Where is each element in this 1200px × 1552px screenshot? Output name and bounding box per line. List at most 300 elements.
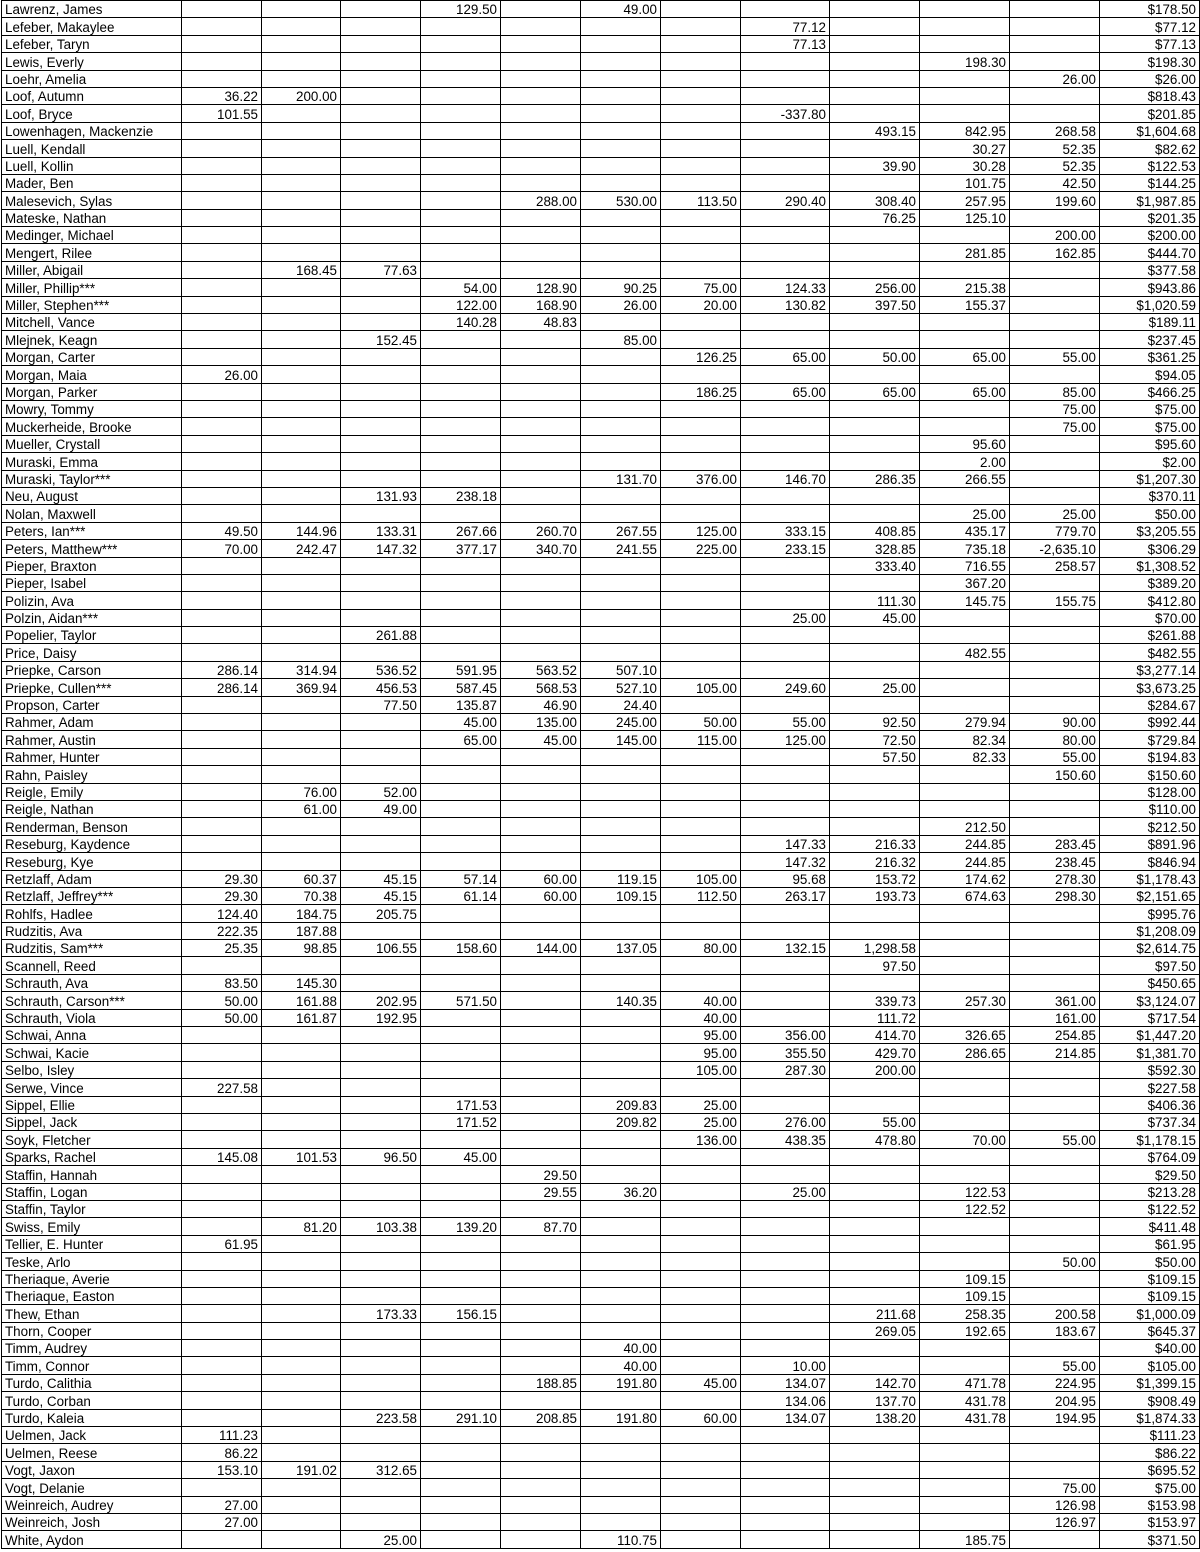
col-8-cell [741, 766, 830, 783]
col-4-cell [421, 974, 501, 991]
col-3-cell [341, 1044, 421, 1061]
name-cell: Morgan, Parker [2, 383, 182, 400]
col-4-cell: 57.14 [421, 870, 501, 887]
col-6-cell [581, 487, 661, 504]
table-row [2, 192, 1200, 209]
col-1-cell [182, 227, 262, 244]
total-cell: $213.28 [1100, 1183, 1200, 1200]
table-row [2, 383, 1200, 400]
table-row [2, 783, 1200, 800]
col-10-cell: 431.78 [920, 1392, 1010, 1409]
col-6-cell [581, 1218, 661, 1235]
col-10-cell [920, 1218, 1010, 1235]
col-1-cell [182, 435, 262, 452]
total-cell: $450.65 [1100, 974, 1200, 991]
col-2-cell [262, 1444, 341, 1461]
col-10-cell: 174.62 [920, 870, 1010, 887]
table-row [2, 800, 1200, 817]
name-cell: Schwai, Anna [2, 1027, 182, 1044]
col-5-cell: 563.52 [501, 661, 581, 678]
total-cell: $412.80 [1100, 592, 1200, 609]
col-11-cell [1010, 18, 1100, 35]
name-cell: Vogt, Jaxon [2, 1461, 182, 1478]
col-7-cell [661, 174, 741, 191]
table-row [2, 348, 1200, 365]
name-cell: Turdo, Kaleia [2, 1409, 182, 1426]
total-cell: $466.25 [1100, 383, 1200, 400]
col-4-cell [421, 1340, 501, 1357]
col-1-cell [182, 1357, 262, 1374]
name-cell: Popelier, Taylor [2, 627, 182, 644]
col-1-cell [182, 1, 262, 18]
col-1-cell: 26.00 [182, 366, 262, 383]
col-2-cell [262, 818, 341, 835]
table-row [2, 940, 1200, 957]
table-row [2, 1513, 1200, 1530]
col-3-cell [341, 974, 421, 991]
col-6-cell [581, 766, 661, 783]
col-4-cell [421, 800, 501, 817]
total-cell: $122.53 [1100, 157, 1200, 174]
col-11-cell [1010, 331, 1100, 348]
col-1-cell [182, 1061, 262, 1078]
col-11-cell [1010, 1, 1100, 18]
col-6-cell: 241.55 [581, 540, 661, 557]
col-9-cell: 142.70 [830, 1374, 920, 1391]
col-11-cell [1010, 1079, 1100, 1096]
col-10-cell: 258.35 [920, 1305, 1010, 1322]
col-1-cell: 29.30 [182, 887, 262, 904]
col-6-cell: 36.20 [581, 1183, 661, 1200]
col-10-cell [920, 696, 1010, 713]
col-11-cell [1010, 1114, 1100, 1131]
col-3-cell [341, 592, 421, 609]
col-5-cell [501, 1357, 581, 1374]
col-3-cell [341, 557, 421, 574]
col-7-cell [661, 400, 741, 417]
col-2-cell [262, 696, 341, 713]
col-9-cell [830, 1096, 920, 1113]
col-4-cell [421, 1374, 501, 1391]
col-5-cell [501, 853, 581, 870]
col-1-cell: 286.14 [182, 661, 262, 678]
col-6-cell [581, 348, 661, 365]
col-4-cell [421, 383, 501, 400]
col-11-cell: 298.30 [1010, 887, 1100, 904]
col-11-cell [1010, 1166, 1100, 1183]
col-7-cell [661, 661, 741, 678]
col-10-cell [920, 18, 1010, 35]
col-7-cell: 186.25 [661, 383, 741, 400]
table-row [2, 609, 1200, 626]
col-10-cell [920, 400, 1010, 417]
col-11-cell [1010, 314, 1100, 331]
total-cell: $86.22 [1100, 1444, 1200, 1461]
col-3-cell: 312.65 [341, 1461, 421, 1478]
col-11-cell: 254.85 [1010, 1027, 1100, 1044]
col-3-cell [341, 105, 421, 122]
col-10-cell [920, 261, 1010, 278]
col-7-cell [661, 1357, 741, 1374]
col-5-cell: 288.00 [501, 192, 581, 209]
col-8-cell: 287.30 [741, 1061, 830, 1078]
table-row [2, 1461, 1200, 1478]
name-cell: White, Aydon [2, 1531, 182, 1548]
col-5-cell [501, 992, 581, 1009]
col-2-cell [262, 209, 341, 226]
table-row [2, 644, 1200, 661]
name-cell: Theriaque, Averie [2, 1270, 182, 1287]
col-10-cell: 435.17 [920, 522, 1010, 539]
col-3-cell [341, 505, 421, 522]
col-5-cell [501, 1392, 581, 1409]
name-cell: Selbo, Isley [2, 1061, 182, 1078]
col-5-cell [501, 557, 581, 574]
total-cell: $2.00 [1100, 453, 1200, 470]
col-2-cell: 98.85 [262, 940, 341, 957]
col-3-cell [341, 1322, 421, 1339]
col-8-cell [741, 957, 830, 974]
col-3-cell: 25.00 [341, 1531, 421, 1548]
col-8-cell: 147.32 [741, 853, 830, 870]
col-2-cell [262, 470, 341, 487]
col-10-cell [920, 1166, 1010, 1183]
col-2-cell [262, 157, 341, 174]
col-9-cell [830, 783, 920, 800]
col-7-cell [661, 1427, 741, 1444]
col-10-cell: 122.53 [920, 1183, 1010, 1200]
col-8-cell: 77.13 [741, 35, 830, 52]
col-7-cell [661, 783, 741, 800]
col-3-cell: 173.33 [341, 1305, 421, 1322]
col-7-cell [661, 574, 741, 591]
col-4-cell: 267.66 [421, 522, 501, 539]
col-6-cell [581, 1305, 661, 1322]
name-cell: Mengert, Rilee [2, 244, 182, 261]
col-5-cell: 46.90 [501, 696, 581, 713]
col-9-cell: 211.68 [830, 1305, 920, 1322]
col-6-cell [581, 1322, 661, 1339]
col-6-cell: 245.00 [581, 714, 661, 731]
col-8-cell [741, 157, 830, 174]
table-row [2, 1479, 1200, 1496]
col-7-cell: 125.00 [661, 522, 741, 539]
col-11-cell [1010, 53, 1100, 70]
col-2-cell: 314.94 [262, 661, 341, 678]
col-11-cell: 155.75 [1010, 592, 1100, 609]
col-6-cell [581, 140, 661, 157]
col-2-cell [262, 35, 341, 52]
col-2-cell [262, 1114, 341, 1131]
col-10-cell: 367.20 [920, 574, 1010, 591]
col-6-cell [581, 366, 661, 383]
col-6-cell: 140.35 [581, 992, 661, 1009]
col-10-cell: 674.63 [920, 887, 1010, 904]
table-row [2, 1287, 1200, 1304]
name-cell: Nolan, Maxwell [2, 505, 182, 522]
name-cell: Sippel, Jack [2, 1114, 182, 1131]
table-row [2, 992, 1200, 1009]
col-6-cell: 145.00 [581, 731, 661, 748]
name-cell: Pieper, Isabel [2, 574, 182, 591]
col-9-cell: 25.00 [830, 679, 920, 696]
col-7-cell: 113.50 [661, 192, 741, 209]
col-7-cell [661, 261, 741, 278]
total-cell: $201.35 [1100, 209, 1200, 226]
total-cell: $110.00 [1100, 800, 1200, 817]
name-cell: Schrauth, Carson*** [2, 992, 182, 1009]
name-cell: Thew, Ethan [2, 1305, 182, 1322]
total-cell: $29.50 [1100, 1166, 1200, 1183]
col-7-cell [661, 853, 741, 870]
col-2-cell: 144.96 [262, 522, 341, 539]
col-3-cell [341, 1183, 421, 1200]
col-9-cell [830, 905, 920, 922]
table-row [2, 53, 1200, 70]
col-4-cell [421, 1200, 501, 1217]
col-11-cell: 26.00 [1010, 70, 1100, 87]
col-6-cell [581, 1166, 661, 1183]
col-3-cell [341, 122, 421, 139]
col-7-cell [661, 1148, 741, 1165]
col-3-cell: 103.38 [341, 1218, 421, 1235]
table-row [2, 1166, 1200, 1183]
col-2-cell [262, 1027, 341, 1044]
col-2-cell [262, 1235, 341, 1252]
col-2-cell: 161.88 [262, 992, 341, 1009]
col-8-cell [741, 974, 830, 991]
col-2-cell [262, 453, 341, 470]
name-cell: Reigle, Nathan [2, 800, 182, 817]
col-1-cell [182, 1479, 262, 1496]
name-cell: Timm, Audrey [2, 1340, 182, 1357]
col-1-cell: 27.00 [182, 1496, 262, 1513]
col-1-cell [182, 174, 262, 191]
col-9-cell: 328.85 [830, 540, 920, 557]
col-2-cell [262, 1287, 341, 1304]
col-1-cell [182, 1218, 262, 1235]
col-10-cell: 30.27 [920, 140, 1010, 157]
col-10-cell [920, 974, 1010, 991]
col-11-cell [1010, 470, 1100, 487]
col-9-cell [830, 244, 920, 261]
col-11-cell [1010, 1200, 1100, 1217]
col-7-cell [661, 696, 741, 713]
col-4-cell [421, 1357, 501, 1374]
col-1-cell [182, 53, 262, 70]
name-cell: Lewis, Everly [2, 53, 182, 70]
col-8-cell: 290.40 [741, 192, 830, 209]
total-cell: $645.37 [1100, 1322, 1200, 1339]
col-6-cell [581, 53, 661, 70]
col-4-cell [421, 957, 501, 974]
col-11-cell: 199.60 [1010, 192, 1100, 209]
total-cell: $212.50 [1100, 818, 1200, 835]
col-7-cell [661, 1200, 741, 1217]
col-3-cell [341, 1287, 421, 1304]
col-9-cell [830, 1079, 920, 1096]
col-3-cell [341, 192, 421, 209]
col-10-cell: 281.85 [920, 244, 1010, 261]
table-row [2, 835, 1200, 852]
col-1-cell [182, 1253, 262, 1270]
name-cell: Propson, Carter [2, 696, 182, 713]
col-11-cell [1010, 974, 1100, 991]
col-4-cell [421, 922, 501, 939]
col-1-cell [182, 192, 262, 209]
col-8-cell [741, 1461, 830, 1478]
col-3-cell [341, 1340, 421, 1357]
col-9-cell [830, 435, 920, 452]
col-5-cell [501, 609, 581, 626]
col-2-cell [262, 1061, 341, 1078]
col-10-cell: 842.95 [920, 122, 1010, 139]
col-9-cell: 193.73 [830, 887, 920, 904]
col-4-cell [421, 574, 501, 591]
col-10-cell [920, 487, 1010, 504]
col-5-cell: 188.85 [501, 1374, 581, 1391]
col-2-cell [262, 1253, 341, 1270]
col-11-cell: 52.35 [1010, 157, 1100, 174]
col-5-cell [501, 470, 581, 487]
col-2-cell [262, 122, 341, 139]
col-9-cell [830, 1200, 920, 1217]
col-5-cell [501, 70, 581, 87]
total-cell: $40.00 [1100, 1340, 1200, 1357]
col-3-cell [341, 1235, 421, 1252]
col-10-cell [920, 1235, 1010, 1252]
col-10-cell: 192.65 [920, 1322, 1010, 1339]
col-10-cell: 25.00 [920, 505, 1010, 522]
col-5-cell: 29.50 [501, 1166, 581, 1183]
col-7-cell: 20.00 [661, 296, 741, 313]
col-10-cell: 244.85 [920, 835, 1010, 852]
col-10-cell: 101.75 [920, 174, 1010, 191]
col-4-cell [421, 261, 501, 278]
col-6-cell [581, 1479, 661, 1496]
col-4-cell: 158.60 [421, 940, 501, 957]
table-row [2, 887, 1200, 904]
name-cell: Reseburg, Kye [2, 853, 182, 870]
col-10-cell [920, 1079, 1010, 1096]
col-9-cell [830, 922, 920, 939]
table-row [2, 592, 1200, 609]
col-10-cell: 244.85 [920, 853, 1010, 870]
col-5-cell [501, 261, 581, 278]
col-6-cell: 209.82 [581, 1114, 661, 1131]
col-4-cell: 45.00 [421, 714, 501, 731]
col-8-cell [741, 592, 830, 609]
total-cell: $26.00 [1100, 70, 1200, 87]
col-5-cell [501, 209, 581, 226]
col-4-cell [421, 1461, 501, 1478]
name-cell: Uelmen, Reese [2, 1444, 182, 1461]
col-11-cell: 25.00 [1010, 505, 1100, 522]
col-6-cell [581, 1392, 661, 1409]
col-8-cell [741, 1009, 830, 1026]
table-row [2, 1305, 1200, 1322]
col-3-cell [341, 1096, 421, 1113]
col-1-cell: 49.50 [182, 522, 262, 539]
name-cell: Rudzitis, Sam*** [2, 940, 182, 957]
col-1-cell: 83.50 [182, 974, 262, 991]
col-9-cell [830, 53, 920, 70]
col-8-cell [741, 1096, 830, 1113]
table-row [2, 1357, 1200, 1374]
col-8-cell [741, 1427, 830, 1444]
col-11-cell: 161.00 [1010, 1009, 1100, 1026]
total-cell: $411.48 [1100, 1218, 1200, 1235]
col-4-cell [421, 105, 501, 122]
col-3-cell [341, 400, 421, 417]
col-4-cell [421, 87, 501, 104]
total-cell: $75.00 [1100, 1479, 1200, 1496]
col-11-cell: -2,635.10 [1010, 540, 1100, 557]
name-cell: Mueller, Crystall [2, 435, 182, 452]
col-4-cell [421, 818, 501, 835]
total-cell: $1,308.52 [1100, 557, 1200, 574]
col-7-cell [661, 35, 741, 52]
col-3-cell [341, 366, 421, 383]
col-6-cell: 40.00 [581, 1357, 661, 1374]
col-1-cell [182, 1322, 262, 1339]
col-8-cell [741, 1253, 830, 1270]
col-8-cell: 55.00 [741, 714, 830, 731]
name-cell: Mader, Ben [2, 174, 182, 191]
col-9-cell: 138.20 [830, 1409, 920, 1426]
col-6-cell: 110.75 [581, 1531, 661, 1548]
col-8-cell [741, 244, 830, 261]
col-8-cell [741, 122, 830, 139]
col-2-cell [262, 366, 341, 383]
col-7-cell [661, 766, 741, 783]
col-7-cell [661, 105, 741, 122]
col-4-cell [421, 557, 501, 574]
col-8-cell [741, 1235, 830, 1252]
col-3-cell: 45.15 [341, 870, 421, 887]
col-2-cell: 60.37 [262, 870, 341, 887]
col-2-cell [262, 18, 341, 35]
col-10-cell: 109.15 [920, 1287, 1010, 1304]
col-11-cell [1010, 1340, 1100, 1357]
total-cell: $370.11 [1100, 487, 1200, 504]
col-10-cell: 82.34 [920, 731, 1010, 748]
col-10-cell [920, 1061, 1010, 1078]
col-6-cell [581, 227, 661, 244]
col-1-cell: 86.22 [182, 1444, 262, 1461]
col-11-cell: 50.00 [1010, 1253, 1100, 1270]
col-4-cell [421, 748, 501, 765]
col-7-cell: 105.00 [661, 870, 741, 887]
col-8-cell: 130.82 [741, 296, 830, 313]
col-10-cell [920, 227, 1010, 244]
col-11-cell [1010, 644, 1100, 661]
col-5-cell [501, 644, 581, 661]
col-9-cell [830, 1340, 920, 1357]
table-row [2, 1200, 1200, 1217]
col-6-cell [581, 209, 661, 226]
name-cell: Priepke, Cullen*** [2, 679, 182, 696]
col-6-cell [581, 1148, 661, 1165]
col-9-cell [830, 105, 920, 122]
col-6-cell: 85.00 [581, 331, 661, 348]
table-row [2, 766, 1200, 783]
col-5-cell [501, 400, 581, 417]
total-cell: $1,000.09 [1100, 1305, 1200, 1322]
col-1-cell [182, 314, 262, 331]
col-7-cell [661, 1444, 741, 1461]
table-row [2, 1253, 1200, 1270]
